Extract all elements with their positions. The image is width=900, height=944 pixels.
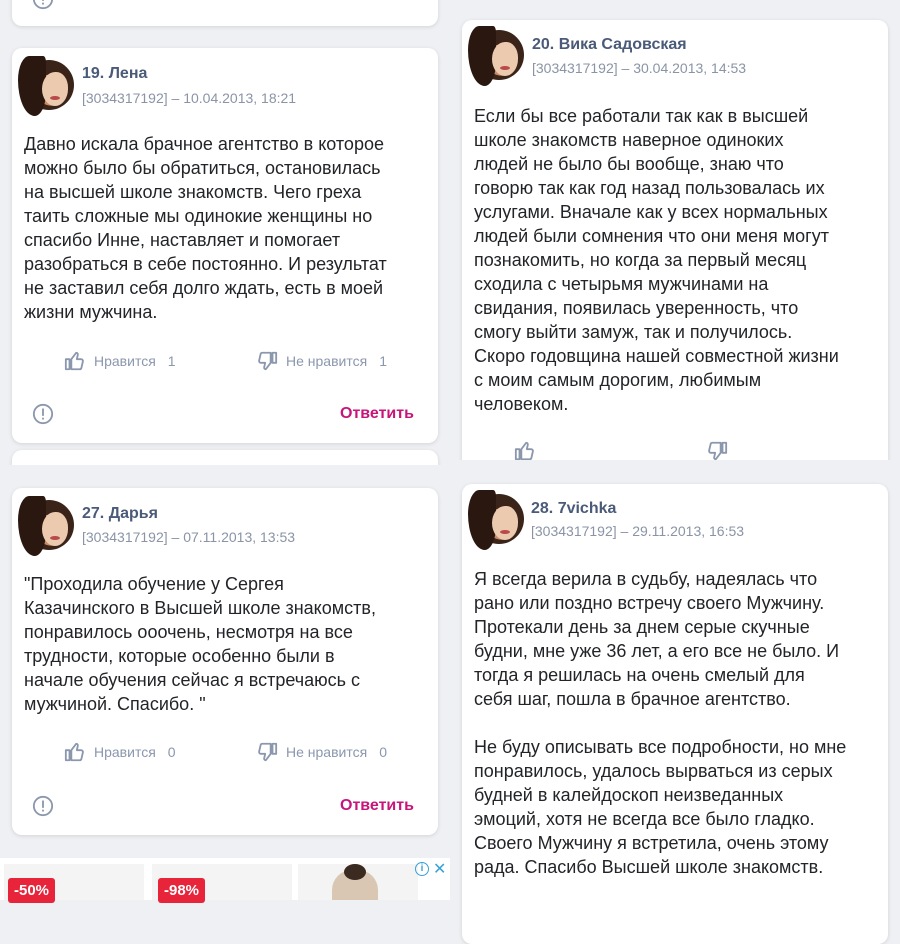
comment-meta: [3034317192] – 29.11.2013, 16:53 <box>531 523 745 539</box>
comment-text: "Проходила обучение у Сергея Казачинского в Высшей школе знакомств, понравилось ооочень, несмотря на все трудности, которые особенно были в начале обучения сейчас я встречаюсь с мужчиной. Спасибо. " <box>24 574 376 714</box>
comment-card-lena <box>12 48 438 443</box>
avatar[interactable] <box>24 60 74 110</box>
comment-author[interactable]: 27. Дарья <box>82 505 158 522</box>
comment-card-vichka <box>462 484 888 944</box>
avatar[interactable] <box>24 500 74 550</box>
reply-button[interactable]: Ответить <box>340 405 414 422</box>
thumbs-up-icon <box>514 440 536 462</box>
screenshot-tile-bottom-right <box>450 460 900 900</box>
dislike-button[interactable] <box>706 440 728 462</box>
like-button[interactable] <box>514 440 536 462</box>
like-count: 0 <box>167 744 176 760</box>
dislike-label: Не нравится <box>286 353 368 369</box>
like-button[interactable] <box>64 350 176 372</box>
dislike-label: Не нравится <box>286 744 368 760</box>
comment-text: Если бы все работали так как в высшей школе знакомств наверное одиноких людей не было бы вообще, знаю что говорю так как год назад пользовалась их услугами. Вначале как у всех нормальных людей были сомнения что они меня могут познакомить, но когда за первый месяц сходила с четырьмя мужчинами на свидания, появилась уверенность, что смогу выйти замуж, так и получилось. Скоро годовщина нашей совместной жизни с моим самым дорогим, любимым человеком. <box>474 106 839 414</box>
report-icon[interactable] <box>32 795 54 817</box>
comment-author[interactable]: 19. Лена <box>82 65 148 82</box>
comment-card-vika <box>462 20 888 490</box>
like-count: 1 <box>167 353 176 369</box>
comment-text: Давно искала брачное агентство в которое можно было бы обратиться, остановилась на высшей школе знакомств. Чего греха таить сложные мы одинокие женщины но спасибо Инне, наставляет и помогает разобраться в себе постоянно. И результат не заставил себя долго ждать, есть в моей жизни мужчина. <box>24 134 387 322</box>
screenshot-tile-top-left <box>0 0 450 465</box>
like-label: Нравится <box>94 353 156 369</box>
screenshot-tile-bottom-left <box>0 465 450 900</box>
ad-product-3[interactable] <box>298 864 418 900</box>
ad-info-icon[interactable]: i <box>415 862 429 876</box>
dislike-count: 1 <box>379 353 387 369</box>
discount-badge: -50% <box>8 878 55 903</box>
ad-product-1[interactable] <box>4 864 144 900</box>
comment-author[interactable]: 20. Вика Садовская <box>532 36 687 53</box>
dislike-button[interactable] <box>256 350 387 372</box>
discount-badge: -98% <box>158 878 205 903</box>
thumbs-up-icon <box>64 741 86 763</box>
thumbs-down-icon <box>256 741 278 763</box>
comment-card-darya <box>12 488 438 835</box>
comment-meta: [3034317192] – 07.11.2013, 13:53 <box>82 529 296 545</box>
like-label: Нравится <box>94 744 156 760</box>
avatar[interactable] <box>474 494 524 544</box>
reply-button[interactable] <box>340 0 414 2</box>
like-button[interactable] <box>64 741 176 763</box>
comment-card-partial <box>12 0 438 26</box>
thumbs-down-icon <box>256 350 278 372</box>
report-icon[interactable] <box>32 0 54 10</box>
comment-author[interactable]: 28. 7vichka <box>531 500 617 517</box>
comment-meta: [3034317192] – 30.04.2013, 14:53 <box>532 60 747 76</box>
comment-text: Я всегда верила в судьбу, надеялась что рано или поздно встречу своего Мужчину. Протекали день за днем серые скучные будни, мне уже 36 лет, а его все не было. И тогда я решилась на очень смелый для себя шаг, пошла в брачное агентство. Не буду описывать все подробности, но мне понравилось, удалось вырваться из серых будней в калейдоскоп неизведанных эмоций, хотя не всегда все было гладко. Своего Мужчину я встретила, очень этому рада. Спасибо Высшей школе знакомств. <box>474 569 847 877</box>
comment-meta: [3034317192] – 10.04.2013, 18:21 <box>82 90 297 106</box>
ad-banner[interactable] <box>0 858 450 900</box>
reply-button[interactable]: Ответить <box>340 797 414 814</box>
report-icon[interactable] <box>32 403 54 425</box>
ad-product-2[interactable] <box>152 864 292 900</box>
thumbs-down-icon <box>706 440 728 462</box>
dislike-count: 0 <box>379 744 387 760</box>
ad-close-icon[interactable]: ✕ <box>433 861 447 878</box>
thumbs-up-icon <box>64 350 86 372</box>
screenshot-tile-top-right <box>450 0 900 460</box>
dislike-button[interactable] <box>256 741 387 763</box>
avatar[interactable] <box>474 30 524 80</box>
